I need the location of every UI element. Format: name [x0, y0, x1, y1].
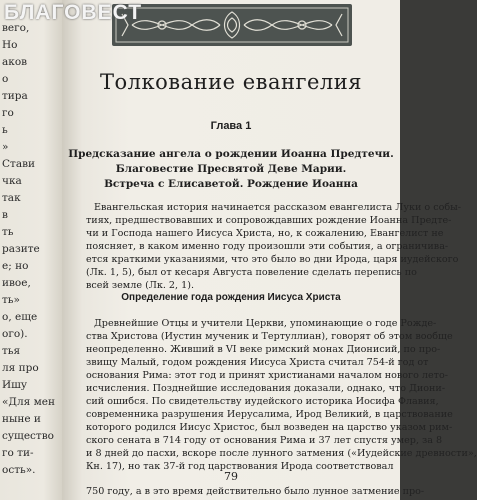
paragraph-line: Евангельская история начинается рассказом евангелиста Луки о собы-	[94, 202, 462, 213]
left-page-line: чка	[2, 175, 22, 187]
paragraph-line: поясняет, в каком именно году произошли эти события, а ограничива-	[86, 241, 449, 252]
left-page-line: тья	[2, 345, 21, 357]
left-page-line: ого).	[2, 328, 28, 340]
left-page-line: ля про	[2, 362, 39, 374]
left-page-line: Стави	[2, 158, 36, 170]
left-page-line: »	[2, 141, 9, 153]
left-page-line: го	[2, 107, 14, 119]
ornament-header-icon	[112, 4, 352, 46]
paragraph-line: которого родился Иисус Христос, был возведен на царство указом рим-	[86, 422, 453, 433]
left-page-line: ь	[2, 124, 8, 136]
paragraph-line: тиях, предшествовавших и сопровождавших рождение Иоанна Предте-	[86, 215, 452, 226]
left-page-line: Ишу	[2, 379, 28, 391]
paragraph-line: ства Христова (Иустин мученик и Тертуллиан), говорят об этом вообще	[86, 331, 453, 342]
left-page-line: тира	[2, 90, 28, 102]
paragraph-line: исчисления. Позднейшие исследования доказали, однако, что Диони-	[86, 383, 446, 394]
left-page-line: ость».	[2, 464, 36, 476]
left-page-line: вего,	[2, 22, 30, 34]
page-number: 79	[224, 470, 238, 483]
subheading-line: Благовестие Пресвятой Деве Марии.	[115, 163, 347, 175]
left-page-line: в	[2, 209, 8, 221]
paragraph-line: (Лк. 1, 5), был от кесаря Августа повеление сделать перепись по	[86, 267, 417, 278]
paragraph-line: Древнейшие Отцы и учители Церкви, упоминающие о годе Рожде-	[94, 318, 437, 329]
subheading-line: Встреча с Елисаветой. Рождение Иоанна	[104, 178, 358, 190]
paragraph-line: основания Рима: этот год и принят христианами началом нового лето-	[86, 370, 449, 381]
paragraph-line: звищу Малый, годом рождения Иисуса Христа считал 754-й год от	[86, 357, 429, 368]
left-page-line: ть»	[2, 294, 20, 306]
book-page	[62, 0, 477, 500]
chapter-number: Глава 1	[210, 120, 252, 132]
paragraph-line: ского сената в 714 году от основания Рима и 37 лет спустя умер, за 8	[86, 435, 443, 446]
left-page-line: аков	[2, 56, 28, 68]
left-page-line: Но	[2, 39, 18, 51]
left-page-fragment	[0, 0, 62, 500]
paragraph-line: ется краткими указаниями, что это было во дни Ирода, царя иудейского	[86, 254, 459, 265]
left-page-line: го ти-	[2, 447, 34, 459]
left-page-line: ныне и	[2, 413, 41, 425]
paragraph-line: и 8 дней до пасхи, вскоре после лунного затмения («Иудейские древности»,	[86, 448, 477, 459]
watermark-logo: БЛАГОВЕСТ	[4, 1, 143, 24]
paragraph-line: всей земле (Лк. 2, 1).	[86, 280, 195, 291]
paragraph-line: Кн. 17), но так 37-й год царствования Ирода соответствовал	[86, 461, 394, 472]
chapter-title: Толкование евангелия	[100, 70, 362, 94]
left-page-line: «Для мен	[2, 396, 55, 408]
left-page-line: разите	[2, 243, 40, 255]
paragraph-line: современника разрушения Иерусалима, Ирод Великий, в царствование	[86, 409, 453, 420]
left-page-line: о, еще	[2, 311, 38, 323]
left-page-line: ивое,	[2, 277, 31, 289]
left-page-line: о	[2, 73, 9, 85]
left-page-line: е; но	[2, 260, 29, 272]
left-page-line: ть	[2, 226, 14, 238]
left-page-line: существо	[2, 430, 54, 442]
subheading-line: Предсказание ангела о рождении Иоанна Предтечи.	[68, 148, 394, 160]
paragraph-line: неопределенно. Живший в VI веке римский монах Дионисий, по про-	[86, 344, 441, 355]
paragraph-line: сий ошибся. По свидетельству иудейского историка Иосифа Флавия,	[86, 396, 439, 407]
left-page-line: так	[2, 192, 21, 204]
section-heading: Определение года рождения Иисуса Христа	[121, 292, 341, 303]
paragraph-line: чи и Господа нашего Иисуса Христа, но, к сожалению, Евангелист не	[86, 228, 444, 239]
paragraph-line: 750 году, а в это время действительно было лунное затмение про-	[86, 486, 425, 497]
